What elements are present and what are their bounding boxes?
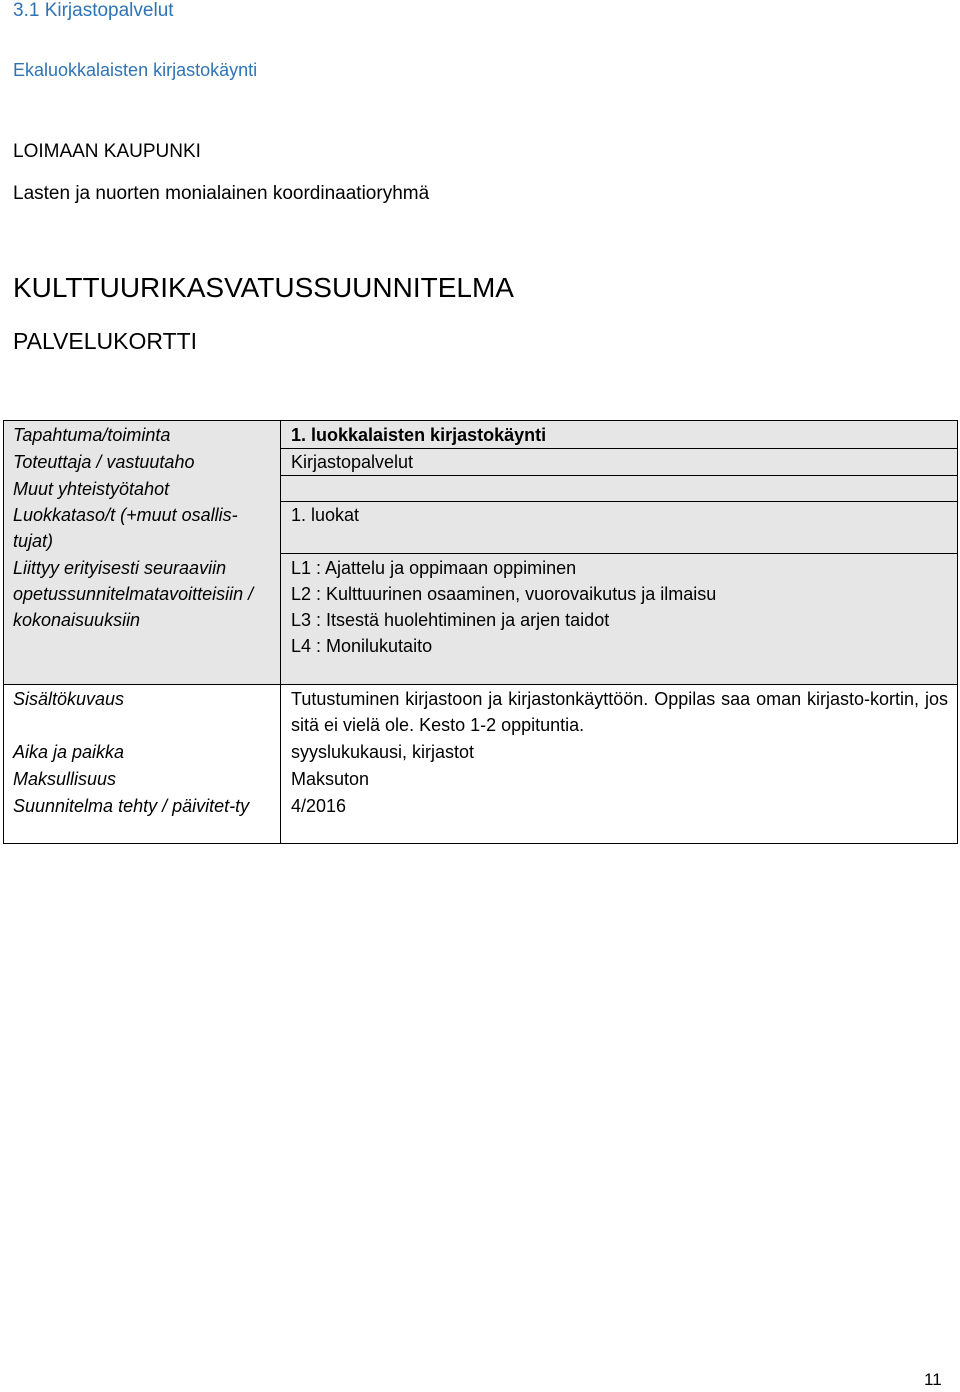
goal-item: L1 : Ajattelu ja oppimaan oppiminen [291, 558, 577, 578]
partners-label: Muut yhteistyötahot [13, 479, 170, 499]
row-divider [4, 684, 957, 685]
section-title: 3.1 Kirjastopalvelut [13, 0, 174, 21]
goal-item: L4 : Monilukutaito [291, 636, 433, 656]
page-number: 11 [924, 1370, 942, 1389]
group-name: Lasten ja nuorten monialainen koordinaatioryhmä [13, 183, 430, 204]
updated-label: Suunnitelma tehty / päivitet-ty [13, 796, 250, 816]
organizer-label: Toteuttaja / vastuutaho [13, 452, 195, 472]
updated-value: 4/2016 [291, 796, 347, 816]
grade-label: Luokkataso/t (+muut osallis-tujat) [13, 505, 238, 551]
event-value: 1. luokkalaisten kirjastokäynti [291, 425, 547, 445]
goals-list [291, 555, 948, 659]
service-card-table [3, 420, 958, 844]
grade-value: 1. luokat [291, 505, 360, 525]
time-place-label: Aika ja paikka [13, 742, 125, 762]
fee-label: Maksullisuus [13, 769, 117, 789]
row-divider [281, 475, 957, 476]
plan-title: KULTTUURIKASVATUSSUUNNITELMA [13, 272, 514, 303]
event-label: Tapahtuma/toiminta [13, 425, 171, 445]
description-value: Tutustuminen kirjastoon ja kirjastonkäyttöön. Oppilas saa oman kirjasto-kortin, jos sitä ei vielä ole. Kesto 1-2 oppituntia. [291, 689, 948, 735]
fee-value: Maksuton [291, 769, 370, 789]
organization-name: LOIMAAN KAUPUNKI [13, 141, 201, 162]
goals-label: Liittyy erityisesti seuraaviin opetussunnitelmatavoitteisiin / kokonaisuuksiin [13, 558, 254, 630]
card-title: PALVELUKORTTI [13, 328, 198, 354]
description-label: Sisältökuvaus [13, 689, 125, 709]
goal-item: L2 : Kulttuurinen osaaminen, vuorovaikutus ja ilmaisu [291, 584, 717, 604]
time-place-value: syyslukukausi, kirjastot [291, 742, 475, 762]
organizer-value: Kirjastopalvelut [291, 452, 414, 472]
row-divider [281, 553, 957, 554]
goal-item: L3 : Itsestä huolehtiminen ja arjen taidot [291, 610, 610, 630]
subtitle: Ekaluokkalaisten kirjastokäynti [13, 60, 258, 80]
column-divider [280, 421, 281, 843]
